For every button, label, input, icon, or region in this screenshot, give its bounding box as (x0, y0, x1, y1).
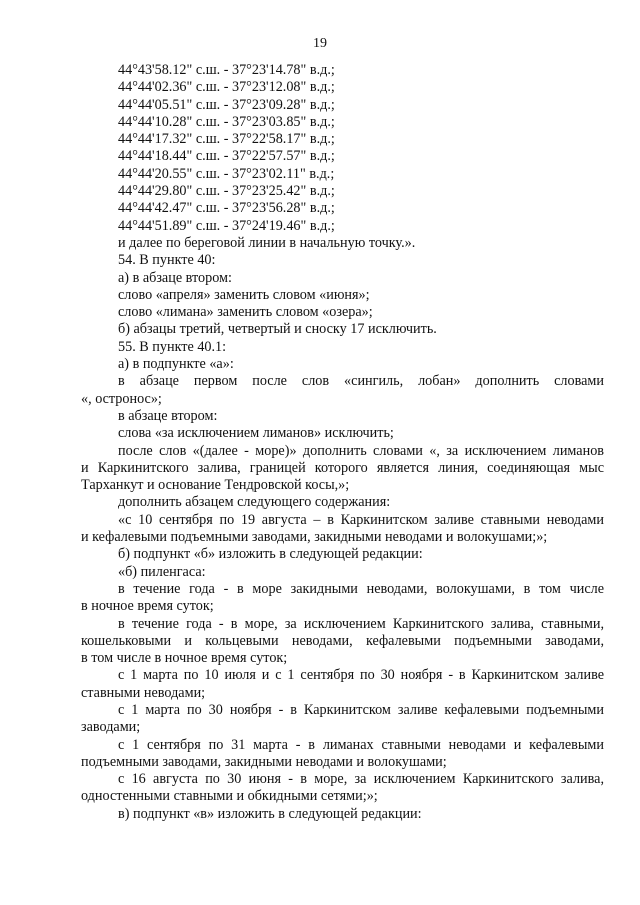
text-line: с 1 марта по 10 июля и с 1 сентября по 30 ноября - в Каркинитском заливе (118, 667, 604, 684)
text-line: 44°44'10.28" с.ш. - 37°23'03.85" в.д.; (118, 113, 335, 130)
text-line: слова «за исключением лиманов» исключить; (118, 425, 394, 442)
text-line: заводами; (81, 719, 141, 736)
text-line: а) в подпункте «а»: (118, 356, 234, 373)
page-number: 19 (313, 36, 327, 51)
text-line: в абзаце втором: (118, 407, 218, 424)
text-line: 44°43'58.12" с.ш. - 37°23'14.78" в.д.; (118, 62, 335, 78)
text-line: 44°44'20.55" с.ш. - 37°23'02.11" в.д.; (118, 165, 335, 182)
text-line: «, остронос»; (81, 390, 162, 407)
text-line: 44°44'17.32" с.ш. - 37°22'58.17" в.д.; (118, 131, 335, 148)
text-line: в течение года - в море, за исключением Каркинитского залива, ставными, (118, 615, 604, 632)
text-line: слово «лимана» заменить словом «озера»; (118, 304, 373, 321)
text-line: слово «апреля» заменить словом «июня»; (118, 286, 370, 303)
text-line: в абзаце первом после слов «сингиль, лобан» дополнить словами (118, 373, 604, 390)
text-line: 44°44'05.51" с.ш. - 37°23'09.28" в.д.; (118, 96, 335, 113)
text-line: и Каркинитского залива, границей которого является линия, соединяющая мыс (81, 459, 604, 476)
text-line: в течение года - в море закидными неводами, волокушами, в том числе (118, 580, 604, 597)
text-line: 44°44'42.47" с.ш. - 37°23'56.28" в.д.; (118, 200, 335, 217)
text-line: с 1 марта по 30 ноября - в Каркинитском заливе кефалевыми подъемными (118, 701, 604, 718)
text-line: дополнить абзацем следующего содержания: (118, 494, 391, 511)
text-line: б) абзацы третий, четвертый и сноску 17 исключить. (118, 321, 437, 338)
text-line: 54. В пункте 40: (118, 252, 216, 269)
text-line: а) в абзаце втором: (118, 269, 232, 286)
text-line: в ночное время суток; (81, 598, 214, 615)
text-line: 44°44'02.36" с.ш. - 37°23'12.08" в.д.; (118, 79, 335, 96)
text-line: Тарханкут и основание Тендровской косы,»; (81, 477, 350, 494)
text-line: 44°44'18.44" с.ш. - 37°22'57.57" в.д.; (118, 148, 335, 165)
text-line: подъемными заводами, закидными неводами и волокушами; (81, 753, 447, 770)
document-body (81, 62, 604, 823)
text-line: кошельковыми и кольцевыми неводами, кефалевыми подъемными заводами, (81, 632, 604, 649)
text-line: после слов «(далее - море)» дополнить словами «, за исключением лиманов (118, 442, 604, 459)
text-line: ставными неводами; (81, 684, 206, 701)
text-line: и кефалевыми подъемными заводами, закидными неводами и волокушами;»; (81, 529, 548, 546)
text-line: с 1 сентября по 31 марта - в лиманах ставными неводами и кефалевыми (118, 736, 604, 753)
text-line: в) подпункт «в» изложить в следующей редакции: (118, 805, 422, 822)
text-line: в том числе в ночное время суток; (81, 650, 288, 667)
text-line: б) подпункт «б» изложить в следующей редакции: (118, 546, 423, 563)
text-line: с 16 августа по 30 июня - в море, за исключением Каркинитского залива, (118, 771, 604, 788)
text-line: 44°44'29.80" с.ш. - 37°23'25.42" в.д.; (118, 183, 335, 200)
text-line: и далее по береговой линии в начальную точку.». (118, 234, 416, 251)
text-line: «б) пиленгаса: (118, 563, 206, 580)
text-line: 55. В пункте 40.1: (118, 338, 227, 355)
text-line: 44°44'51.89" с.ш. - 37°24'19.46" в.д.; (118, 217, 335, 234)
text-line: одностенными ставными и обкидными сетями;»; (81, 788, 378, 805)
text-line: «с 10 сентября по 19 августа – в Каркинитском заливе ставными неводами (118, 511, 604, 528)
